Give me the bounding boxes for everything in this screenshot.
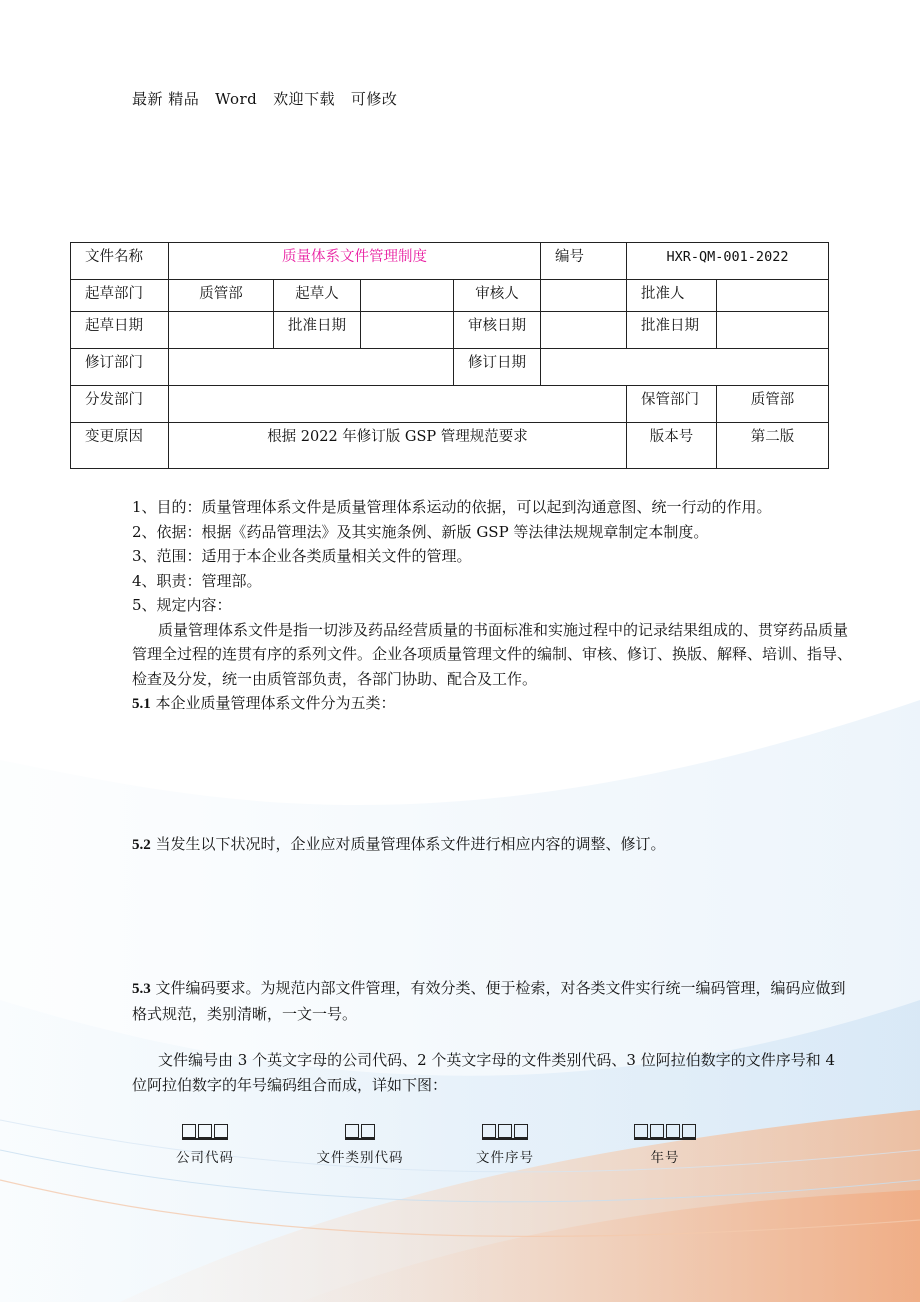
section-5-1-text: 本企业质量管理体系文件分为五类： [155,694,396,712]
paragraph-duty: 4、职责：管理部。 [132,571,262,590]
label-approve-date-2: 批准日期 [627,312,717,349]
section-5-2-text: 当发生以下状况时，企业应对质量管理体系文件进行相应内容的调整、修订。 [155,835,666,853]
code-company [160,1122,250,1166]
approve-date-2-value [717,312,829,349]
draft-date-value [169,312,274,349]
body-section-1 [132,495,852,717]
label-drafter: 起草人 [274,280,361,312]
paragraph-rules-body: 质量管理体系文件是指一切涉及药品经营质量的书面标准和实施过程中的记录结果组成的、贯穿药品质量管理全过程的连贯有序的系列文件。企业各项质量管理文件的编制、审核、修订、换版、解释、培训、指导、检查及分发，统一由质管部负责，各部门协助、配合及工作。 [132,620,853,688]
paragraph-purpose: 1、目的：质量管理体系文件是质量管理体系运动的依据，可以起到沟通意图、统一行动的作用。 [132,498,772,516]
section-5-2 [132,832,852,858]
label-keeper-dept: 保管部门 [627,386,717,423]
paragraph-basis: 2、依据：根据《药品管理法》及其实施条例、新版 GSP 等法律法规规章制定本制度。 [132,522,709,541]
label-approve-date: 批准日期 [274,312,361,349]
section-5-1-number: 5.1 [132,696,151,712]
approve-date-value [361,312,454,349]
sequence-code-label: 文件序号 [476,1150,534,1166]
drafter-value [361,280,454,312]
body-section-5-3 [132,976,852,1026]
label-draft-dept: 起草部门 [71,280,169,312]
label-draft-date: 起草日期 [71,312,169,349]
label-change-reason: 变更原因 [71,423,169,469]
revise-date-value [541,349,829,386]
doc-code-value: HXR-QM-001-2022 [627,243,829,280]
label-revise-dept: 修订部门 [71,349,169,386]
revise-dept-value [169,349,454,386]
distribute-dept-value [169,386,627,423]
code-category [295,1122,425,1166]
label-version: 版本号 [627,423,717,469]
label-distribute-dept: 分发部门 [71,386,169,423]
sequence-code-boxes [482,1122,528,1140]
label-reviewer: 审核人 [454,280,541,312]
label-review-date: 审核日期 [454,312,541,349]
company-code-label: 公司代码 [176,1150,234,1166]
company-code-boxes [182,1122,228,1140]
section-5-3 [132,976,852,1026]
code-sequence [460,1122,550,1166]
section-5-1 [132,691,852,717]
year-code-label: 年号 [650,1150,680,1166]
draft-dept-value: 质管部 [169,280,274,312]
body-section-5-2 [132,832,852,858]
label-doc-code: 编号 [541,243,627,280]
reviewer-value [541,280,627,312]
version-value: 第二版 [717,423,829,469]
page-header-text: 最新 精品 Word 欢迎下载 可修改 [132,90,398,108]
category-code-label: 文件类别代码 [316,1150,404,1166]
label-doc-name: 文件名称 [71,243,169,280]
body-code-desc [132,1048,852,1097]
doc-name-value: 质量体系文件管理制度 [169,243,541,280]
keeper-dept-value: 质管部 [717,386,829,423]
section-5-2-number: 5.2 [132,837,151,853]
change-reason-value: 根据 2022 年修订版 GSP 管理规范要求 [169,423,627,469]
year-code-boxes [634,1122,696,1140]
approver-value [717,280,829,312]
label-revise-date: 修订日期 [454,349,541,386]
category-code-boxes [345,1122,375,1140]
section-5-3-text: 文件编码要求。为规范内部文件管理，有效分类、便于检索，对各类文件实行统一编码管理，编码应做到格式规范，类别清晰，一文一号。 [132,979,846,1023]
label-approver: 批准人 [627,280,717,312]
paragraph-rules-title: 5、规定内容： [132,596,232,614]
paragraph-code-description: 文件编号由 3 个英文字母的公司代码、2 个英文字母的文件类别代码、3 位阿拉伯数字的文件序号和 4 位阿拉伯数字的年号编码组合而成，详如下图： [132,1051,836,1094]
code-format-diagram [160,1122,740,1182]
review-date-value [541,312,627,349]
code-year [620,1122,710,1166]
document-info-table [70,242,829,469]
paragraph-scope: 3、范围：适用于本企业各类质量相关文件的管理。 [132,547,472,565]
section-5-3-number: 5.3 [132,981,151,997]
